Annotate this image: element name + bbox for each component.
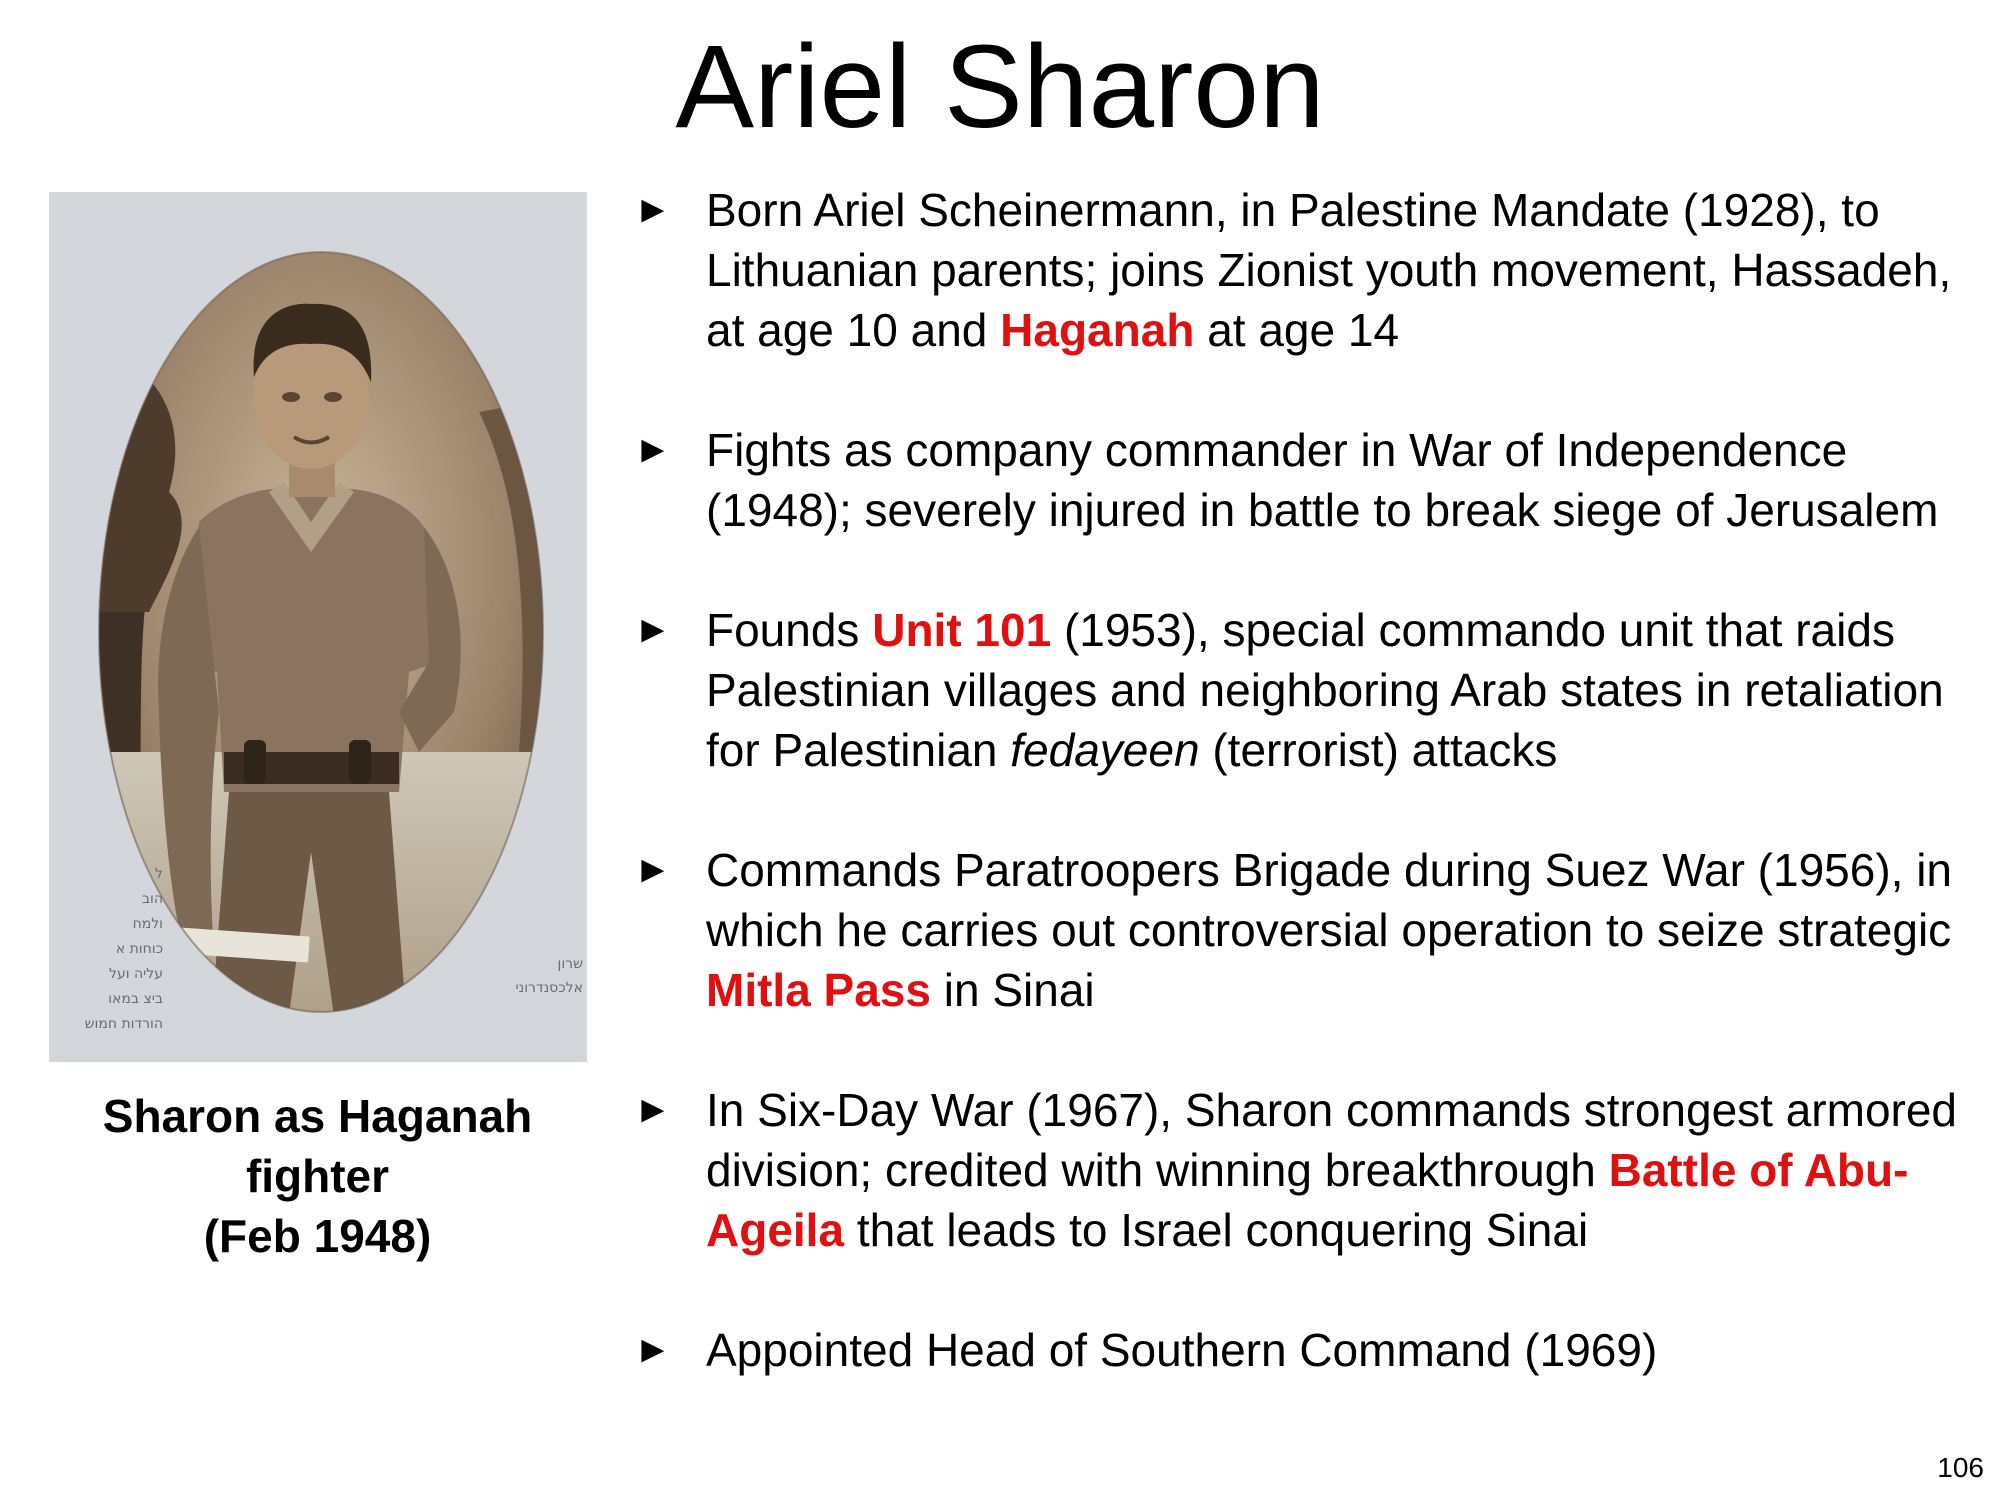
bullet-item	[634, 420, 1994, 540]
triangle-bullet-icon: ►	[634, 189, 672, 231]
bullet-text: Fights as company commander in War of Independence (1948); severely injured in battle to break siege of Jerusalem	[706, 424, 1939, 536]
bullet-text: (1953), special commando unit that raids Palestinian villages and neighboring Arab states in retaliation for Palestinian	[706, 604, 1944, 776]
bullet-list	[634, 180, 1994, 1380]
bullet-text: Commands Paratroopers Brigade during Suez War (1956), in which he carries out controversial operation to seize strategic	[706, 844, 1952, 956]
bullet-text: (terrorist) attacks	[1199, 724, 1558, 776]
triangle-bullet-icon: ►	[634, 1329, 672, 1371]
page-number: 106	[1937, 1452, 1984, 1483]
bullet-item	[634, 600, 1994, 780]
caption-line: (Feb 1948)	[203, 1210, 432, 1262]
bullet-item	[634, 1320, 1994, 1380]
bullet-item	[634, 1080, 1994, 1260]
bullet-text: in Sinai	[931, 964, 1095, 1016]
triangle-bullet-icon: ►	[634, 429, 672, 471]
photo-inscription-left: ל הוב ולמח כוחות א עליה ועל ביצ במאו הורדות חמוש	[84, 866, 163, 1032]
bullet-text: Appointed Head of Southern Command (1969)	[706, 1324, 1658, 1376]
slide-title: Ariel Sharon	[675, 21, 1325, 153]
photo-caption	[40, 1086, 595, 1266]
bullet-text: that leads to Israel conquering Sinai	[844, 1204, 1589, 1256]
highlight-term: Unit 101	[872, 604, 1052, 656]
bullet-text: at age 14	[1194, 304, 1400, 356]
italic-term: fedayeen	[1010, 724, 1200, 776]
triangle-bullet-icon: ►	[634, 849, 672, 891]
bullet-text: Born Ariel Scheinermann, in Palestine Mandate (1928), to Lithuanian parents; joins Zionist youth movement, Hassadeh, at age 10 and	[706, 184, 1952, 356]
bullet-text: Founds	[706, 604, 873, 656]
bullet-item	[634, 180, 1994, 360]
caption-line: Sharon as Haganah	[102, 1090, 533, 1142]
bullet-item	[634, 840, 1994, 1020]
triangle-bullet-icon: ►	[634, 609, 672, 651]
highlight-term: Mitla Pass	[706, 964, 931, 1016]
bullet-text: In Six-Day War (1967), Sharon commands strongest armored division; credited with winning breakthrough	[706, 1084, 1958, 1196]
triangle-bullet-icon: ►	[634, 1089, 672, 1131]
caption-line: fighter	[245, 1150, 390, 1202]
photo-inscription-right: שרון אלכסנדרוני	[515, 956, 583, 996]
highlight-term: Battle of Abu-Ageila	[706, 1144, 1909, 1256]
highlight-term: Haganah	[1000, 304, 1195, 356]
portrait-photo	[49, 192, 587, 1062]
